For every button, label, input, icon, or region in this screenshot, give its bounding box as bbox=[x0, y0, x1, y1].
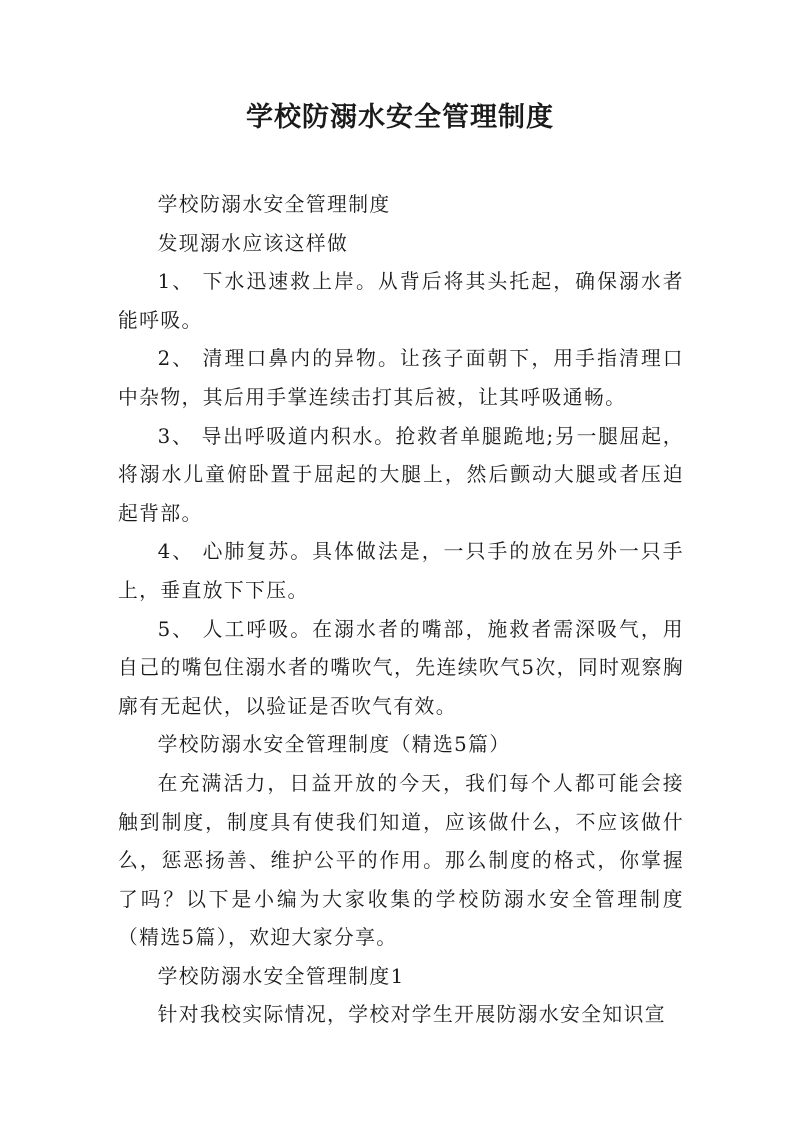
document-body bbox=[118, 186, 684, 1035]
paragraph-section-1-heading: 学校防溺水安全管理制度1 bbox=[157, 964, 405, 988]
paragraph-heading-drowning: 发现溺水应该这样做 bbox=[157, 231, 349, 255]
paragraph-step-2: 2、 清理口鼻内的异物。让孩子面朝下，用手指清理口中杂物，其后用手掌连续击打其后被，让其呼吸通畅。 bbox=[118, 347, 684, 409]
paragraph-section-1-text: 针对我校实际情况，学校对学生开展防溺水安全知识宣 bbox=[157, 1003, 666, 1027]
paragraph-step-3: 3、 导出呼吸道内积水。抢救者单腿跪地;另一腿屈起，将溺水儿童俯卧置于屈起的大腿上，然后颤动大腿或者压迫起背部。 bbox=[118, 424, 684, 525]
paragraph-intro: 在充满活力，日益开放的今天，我们每个人都可能会接触到制度，制度具有使我们知道，应该做什么，不应该做什么，惩恶扬善、维护公平的作用。那么制度的格式，你掌握了吗？以下是小编为大家收集的学校防溺水安全管理制度（精选5篇），欢迎大家分享。 bbox=[118, 771, 684, 950]
document-title: 学校防溺水安全管理制度 bbox=[246, 102, 554, 133]
paragraph-subtitle: 学校防溺水安全管理制度 bbox=[157, 193, 391, 216]
paragraph-selection-heading: 学校防溺水安全管理制度（精选5篇） bbox=[157, 733, 511, 757]
paragraph-step-4: 4、 心肺复苏。具体做法是，一只手的放在另外一只手上，垂直放下下压。 bbox=[118, 540, 684, 602]
paragraph-step-5: 5、 人工呼吸。在溺水者的嘴部，施救者需深吸气，用自己的嘴包住溺水者的嘴吹气，先连续吹气5次，同时观察胸廓有无起伏，以验证是否吹气有效。 bbox=[118, 617, 684, 718]
paragraph-step-1: 1、 下水迅速救上岸。从背后将其头托起，确保溺水者能呼吸。 bbox=[118, 270, 684, 332]
